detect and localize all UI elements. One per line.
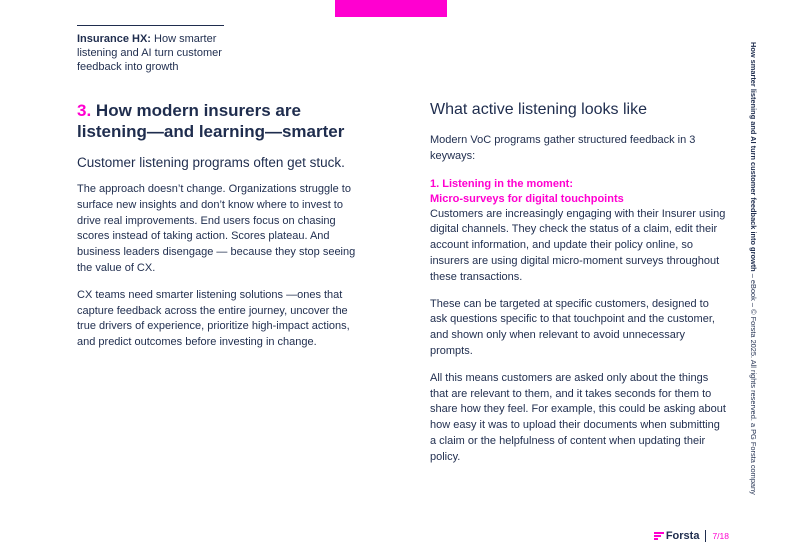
left-paragraph-1: The approach doesn’t change. Organizations struggle to surface new insights and don’t know where to invest to drive real improvements. End users focus on chasing scores instead of taking action. Scores plateau. And business leaders disengage — because they stop seeing the value of CX. [77,183,356,274]
header-rule [77,25,224,26]
footer [654,530,729,542]
sidebar-title: How smarter listening and AI turn customer feedback into growth [749,42,758,272]
right-intro: Modern VoC programs gather structured feedback in 3 keyways: [430,134,696,162]
right-paragraph-2: These can be targeted at specific customers, designed to ask questions specific to that touchpoint and the customer, and shown only when relevant to avoid unnecessary prompts. [430,297,715,357]
page-number: 7/18 [712,531,729,541]
forsta-logo [654,530,700,542]
footer-divider [705,530,706,542]
left-paragraph-2: CX teams need smarter listening solutions —ones that capture feedback across the entire journey, uncover the true drivers of experience, prioritize high-impact actions, and predict outcomes before investing in change. [77,288,350,349]
section-title-text: How modern insurers are listening—and learning—smarter [77,101,345,141]
document-header-bold: Insurance HX: [77,33,151,45]
forsta-logo-text: Forsta [665,530,700,542]
section-number: 3. [77,101,92,120]
right-paragraph-3: All this means customers are asked only about the things that are relevant to them, and it takes seconds for them to share how they feel. For example, this could be asking about how easy it was to upload their documents when submitting a claim or the helpfulness of content when updating their policy. [430,371,726,463]
document-header [77,32,252,74]
right-title: What active listening looks like [430,101,647,118]
vertical-sidebar-text [746,42,760,514]
forsta-logo-icon [654,531,664,541]
item-heading: 1. Listening in the moment: [430,177,574,190]
sidebar-copyright: – eBook – © Forsta 2025. All rights reserved. a PG Forsta company [749,271,758,495]
document-header-rest: How smarter listening and AI turn customer feedback into growth [77,33,222,73]
item-subheading: Micro-surveys for digital touchpoints [430,192,624,205]
section-title [77,100,369,142]
left-column [77,100,369,351]
item-paragraph: Customers are increasingly engaging with their Insurer using digital channels. They check the status of a claim, edit their account information, and update their policy online, so insurers are using digital micro-moment surveys throughout these transactions. [430,207,726,283]
right-column [430,100,726,466]
listening-item [430,177,726,286]
top-accent-bar [335,0,447,17]
section-subheading: Customer listening programs often get stuck. [77,155,345,170]
